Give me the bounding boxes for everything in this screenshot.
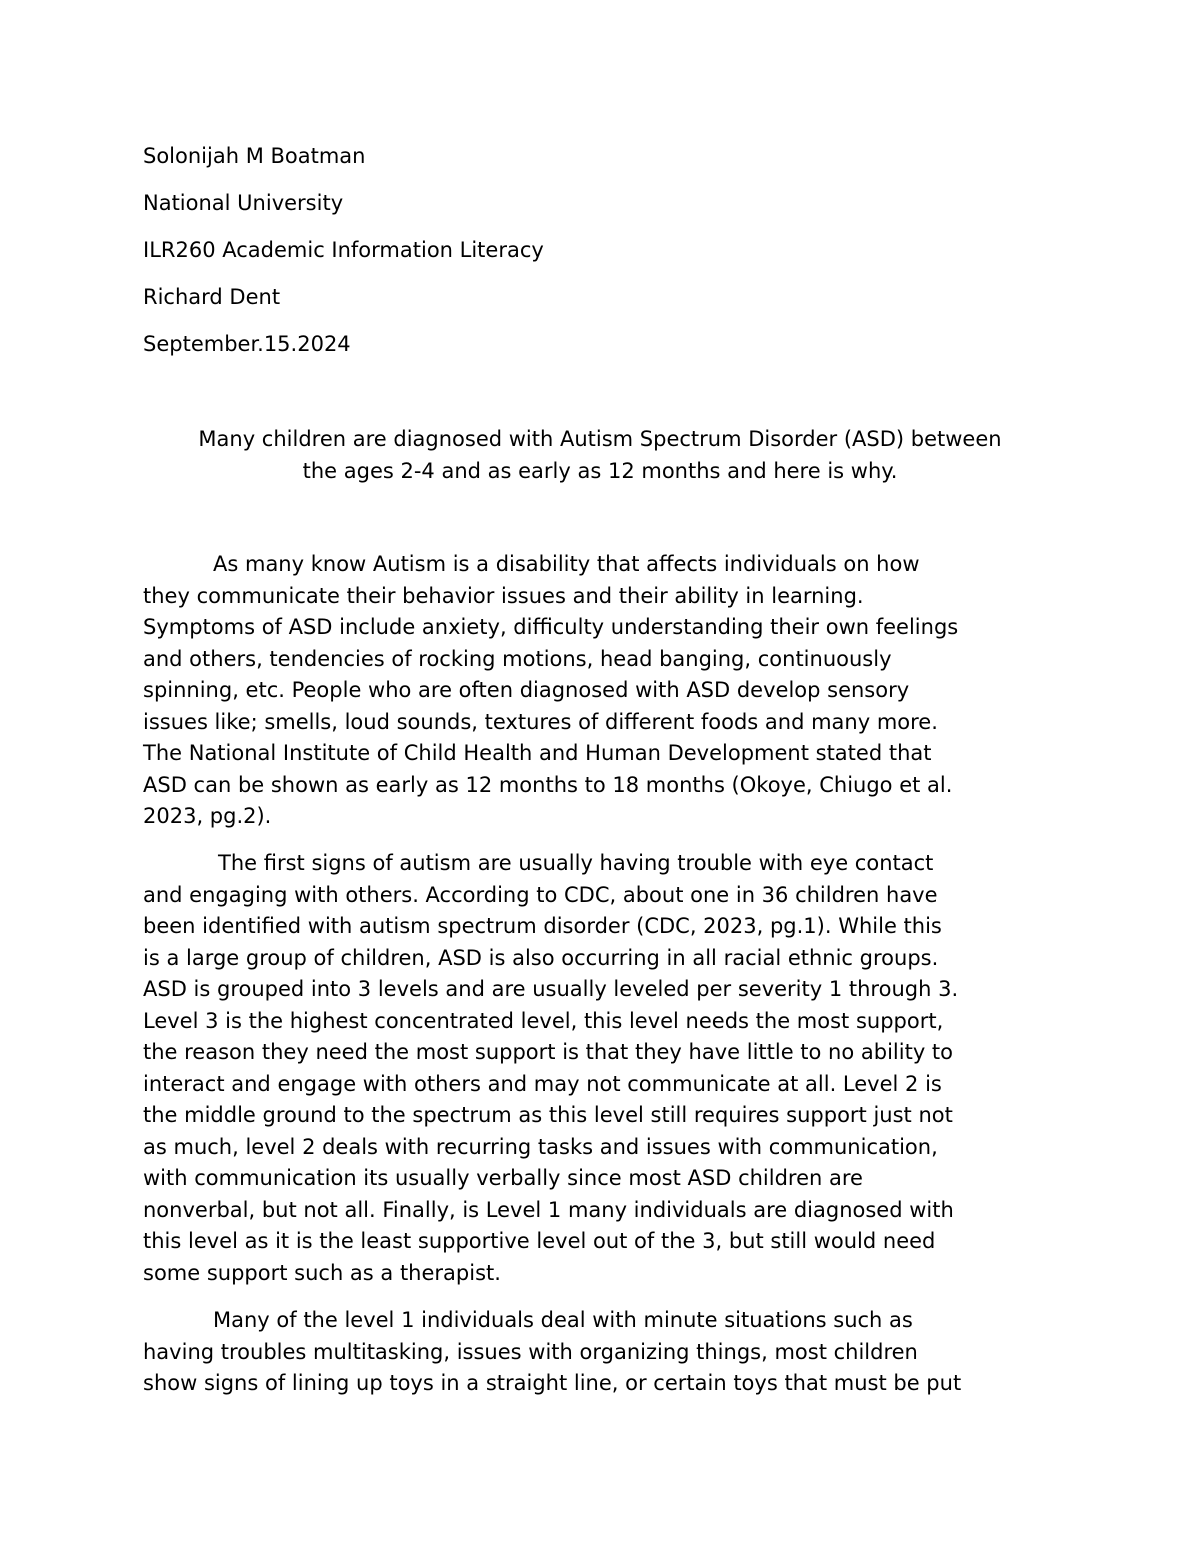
- paragraph-line: the middle ground to the spectrum as this level still requires support just not: [143, 1103, 953, 1127]
- paragraph-line: and engaging with others. According to CDC, about one in 36 children have: [143, 882, 938, 907]
- paragraph-line: is a large group of children, ASD is also occurring in all racial ethnic groups.: [143, 945, 939, 970]
- paragraph-line: some support such as a therapist.: [143, 1260, 501, 1285]
- paragraph-line: the reason they need the most support is that they have little to no ability to: [143, 1040, 954, 1064]
- instructor-name: Richard Dent: [143, 285, 281, 309]
- paragraph-line: issues like; smells, loud sounds, textures of different foods and many more.: [143, 709, 938, 734]
- paragraph-line: nonverbal, but not all. Finally, is Level 1 many individuals are diagnosed with: [143, 1197, 954, 1222]
- paragraph-line: ASD is grouped into 3 levels and are usually leveled per severity 1 through 3.: [143, 977, 959, 1001]
- paragraph-line: Level 3 is the highest concentrated level, this level needs the most support,: [143, 1008, 944, 1033]
- paragraph-line: been identified with autism spectrum disorder (CDC, 2023, pg.1). While this: [143, 914, 942, 938]
- paragraph-line: 2023, pg.2).: [143, 804, 272, 828]
- paragraph-line: this level as it is the least supportive level out of the 3, but still would need: [143, 1229, 936, 1253]
- paragraph-line: The first signs of autism are usually having trouble with eye contact: [218, 851, 934, 875]
- author-name: Solonijah M Boatman: [143, 144, 366, 168]
- paragraph-line: The National Institute of Child Health and Human Development stated that: [143, 741, 932, 765]
- paragraph-line: As many know Autism is a disability that affects individuals on how: [213, 552, 920, 576]
- title-line: Many children are diagnosed with Autism Spectrum Disorder (ASD) between: [198, 427, 1002, 451]
- paragraph-line: they communicate their behavior issues and their ability in learning.: [143, 583, 864, 608]
- institution-name: National University: [143, 191, 344, 215]
- paragraph-line: having troubles multitasking, issues with organizing things, most children: [143, 1339, 918, 1364]
- body-paragraph-2: [143, 848, 1073, 1289]
- paragraph-line: ASD can be shown as early as 12 months to 18 months (Okoye, Chiugo et al.: [143, 772, 953, 797]
- paragraph-line: as much, level 2 deals with recurring tasks and issues with communication,: [143, 1134, 938, 1159]
- title-line: the ages 2-4 and as early as 12 months and here is why.: [302, 458, 898, 483]
- paragraph-line: show signs of lining up toys in a straight line, or certain toys that must be put: [143, 1371, 962, 1395]
- paragraph-line: spinning, etc. People who are often diagnosed with ASD develop sensory: [143, 678, 910, 702]
- document-date: September.15.2024: [143, 332, 351, 356]
- body-paragraph-3: [143, 1305, 1073, 1400]
- paragraph-line: and others, tendencies of rocking motions, head banging, continuously: [143, 646, 892, 671]
- paragraph-line: Many of the level 1 individuals deal with minute situations such as: [213, 1308, 913, 1332]
- document-title: [120, 424, 1080, 487]
- body-paragraph-1: [143, 549, 1073, 833]
- course-name: ILR260 Academic Information Literacy: [143, 238, 544, 262]
- paragraph-line: interact and engage with others and may not communicate at all. Level 2 is: [143, 1071, 942, 1096]
- paragraph-line: Symptoms of ASD include anxiety, difficulty understanding their own feelings: [143, 615, 959, 639]
- paragraph-line: with communication its usually verbally since most ASD children are: [143, 1166, 863, 1190]
